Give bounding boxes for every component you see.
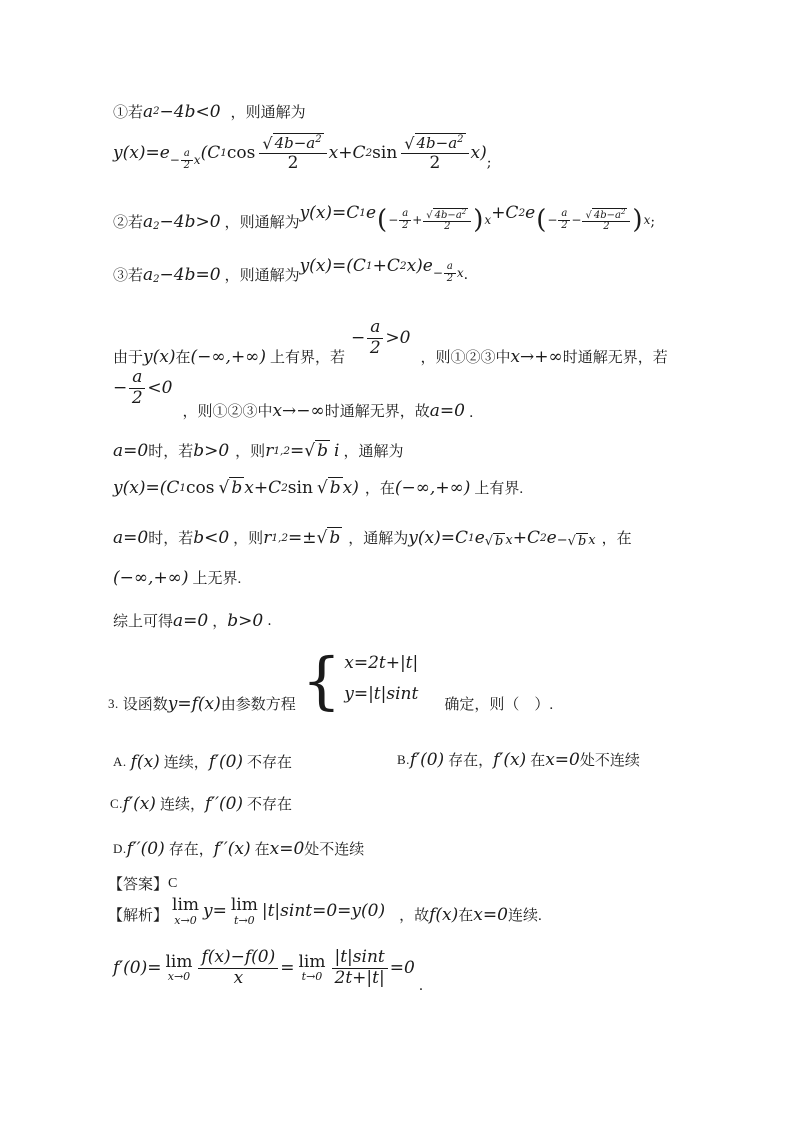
math-text: x→−∞ [272,401,325,422]
punctuation: ; [486,154,492,171]
analysis-line-2 [113,947,424,995]
math-text: x [484,213,492,227]
cn-text: 由参数方程 [220,697,296,713]
superscript: 2 [461,207,467,216]
fraction [401,133,468,174]
math-text: x [588,533,596,548]
superscript: 2 [315,134,322,145]
math-text: −4b>0 [159,212,221,232]
answer-label: 【答案】 [108,877,169,893]
big-paren: ) [473,205,484,235]
math-text: (C [200,143,221,164]
big-paren: ) [632,205,643,235]
fraction [332,948,388,988]
case-rows [344,653,418,704]
cn-text: 处不连续 [304,842,365,858]
conclusion-line [113,610,272,631]
superscript: 2 [153,274,160,285]
limit-operator [231,896,258,927]
math-text: cos [186,477,215,498]
math-text: y(x)=C [408,527,468,548]
solution-line-case3 [113,255,468,285]
math-text: f′(x) [122,793,156,814]
question-3 [108,644,554,718]
math-text: b>0 [227,610,264,631]
math-text: − [547,213,558,227]
math-text: y=f(x) [167,694,221,714]
solution-line-case2 [113,200,656,235]
math-text: a=0 [113,527,149,548]
square-root [426,208,468,222]
math-text: f′(x) [493,749,527,770]
fraction [181,149,193,171]
math-text: −4b=0 [159,265,221,285]
cn-text: 在 [175,350,191,367]
cn-text: 上有界. [474,481,524,497]
math-text: x [193,153,201,168]
numerator [259,133,326,154]
math-text: a=0 [429,401,465,422]
formula-line-bounded [113,477,523,498]
punctuation: . [463,267,469,283]
math-text: a [143,265,154,285]
cn-text: 时，若 [148,444,194,460]
square-root [585,208,627,222]
radicand: b [317,441,329,461]
cn-text: 存在， [448,753,494,769]
cn-text: 时通解无界，若 [562,350,668,367]
radicand [273,133,324,153]
square-root [404,133,465,153]
formula-group [299,255,464,284]
subscript: 1 [359,207,366,219]
cn-text: 在 [530,753,546,769]
radicand: b [231,478,243,498]
square-root [219,477,245,498]
radical-sign: √ [404,134,415,153]
math-text: 4b−a [593,209,621,221]
math-text: r [263,527,272,548]
math-text: =± [288,527,317,548]
cn-text: ②若 [113,215,144,231]
analysis-line-1 [108,896,542,925]
square-root [304,440,330,461]
unbounded-line [113,567,241,588]
math-text: +C [512,527,540,548]
cn-text: 在 [458,907,474,924]
cn-text: 存在， [168,842,214,858]
exponent-subscript [485,533,513,549]
numerator [582,208,630,223]
square-root [485,533,506,549]
cn-text: ， [224,215,240,231]
punctuation: . [267,612,272,629]
radical-sign: √ [484,533,494,549]
radicand: b [329,478,341,498]
cn-text: ①若 [113,105,144,121]
math-text: b<0 [193,527,230,548]
math-text: +C [491,203,519,223]
fraction-group [113,368,172,408]
limit-operator [299,953,326,984]
subscript: 1 [179,481,187,494]
math-text: x→+∞ [510,347,563,368]
math-text: f(x) [429,904,459,925]
math-text: f(x) [130,751,160,772]
cn-text: ， [224,268,240,284]
cn-text: ，则①②③中 [182,404,273,421]
math-text: x) [342,477,359,498]
subscript: 2 [399,260,407,272]
square-root [568,533,589,549]
analysis-label: 【解析】 [108,907,169,924]
math-text: a [143,101,154,122]
superscript: 2 [457,134,464,145]
math-text: +C [372,256,400,276]
math-text: − [571,213,582,227]
subscript: 1,2 [271,531,289,544]
subscript: 1 [220,147,227,160]
math-text: a [143,212,154,232]
radical-sign: √ [304,441,316,461]
limit-under: t→0 [301,970,323,984]
bounded-line-1 [113,318,668,367]
math-text: 4b−a [274,134,316,152]
math-text: i [334,440,340,461]
cn-text: 时通解无界，故 [324,404,430,421]
option-d [113,838,364,859]
radicand [592,208,628,222]
denominator: 2 [444,221,451,232]
math-text: (−∞,+∞) [113,567,189,588]
math-text: 4b−a [416,134,458,152]
option-label: C. [110,795,123,811]
formula-group [168,896,385,927]
fraction [198,948,278,988]
exponent-subscript [433,262,464,284]
numerator: f(x)−f(0) [198,948,278,969]
math-text: x [643,213,651,227]
denominator: 2 [369,337,381,358]
radical-sign: √ [262,134,273,153]
cn-text: ，在 [601,531,632,547]
cn-text: 设函数 [122,697,168,713]
numerator: a [181,149,193,161]
math-text: x [456,266,464,280]
fraction [259,133,326,174]
math-text: f′(0) [208,751,244,772]
math-text: b>0 [193,440,230,461]
denominator: 2 [561,219,568,231]
math-text: cos [226,143,256,164]
radical-sign: √ [316,528,328,548]
fraction [444,262,456,284]
roots-line-1 [113,440,403,461]
math-text: + [412,213,423,227]
numerator: a [367,318,383,339]
exponent-subscript [557,533,596,549]
cn-text: 上有界，若 [269,350,345,367]
exponent-subscript [535,207,650,233]
denominator: 2 [446,272,454,284]
numerator: a [444,262,456,274]
fraction [367,318,383,358]
subscript: 2 [281,481,288,494]
question-number: 3. [108,696,119,711]
numerator: a [399,209,411,221]
limit-under: x→0 [167,970,191,984]
math-text: y(x) [143,347,176,368]
denominator: x [233,967,244,988]
exponent-subscript [170,149,201,171]
math-text: x) [470,143,487,164]
subscript: 2 [539,531,547,544]
math-text: f′′(0) [204,793,244,814]
math-text: − [351,328,366,349]
radicand [415,133,466,153]
fraction [399,209,411,231]
subscript: 1 [365,260,373,272]
cn-text: 在 [254,842,270,858]
subscript: 2 [365,147,373,160]
square-root [262,133,323,153]
fraction-group [351,318,410,358]
math-text: x+C [328,143,366,164]
math-text: y= [203,901,227,922]
math-text: f′(0)= [113,958,162,979]
radicand: b [329,528,341,548]
formula-group [299,200,651,235]
option-label: B. [397,751,410,767]
math-text: a=0 [113,440,149,461]
punctuation: ; [650,214,656,230]
subscript: 1,2 [273,444,291,457]
big-paren: ( [377,205,388,235]
answer-value: C [168,875,178,891]
math-text: a=0 [173,610,209,631]
cn-text: 则通解为 [245,105,306,121]
math-text: e [546,527,557,548]
solution-line-case1 [113,101,306,122]
math-text: |t|sint=0=y(0) [261,901,386,922]
math-text: = [290,440,305,461]
math-text: (−∞,+∞) [394,477,471,498]
fraction [129,368,145,408]
punctuation: . [418,978,424,995]
bounded-line-2 [113,368,473,421]
cn-text: 不存在 [247,755,293,771]
cn-text: 时，若 [148,531,194,547]
math-text: − [556,533,568,548]
radical-sign: √ [567,533,576,549]
math-text: f′′(x) [213,838,251,859]
cn-text: ，故 [399,907,430,924]
parametric-cases [301,644,419,718]
answer-row [108,873,178,894]
cn-text: 连续， [159,797,205,813]
radical-sign: √ [585,209,592,221]
math-text: e [365,203,377,223]
fraction [423,208,471,233]
cn-text: ，则①②③中 [420,350,511,367]
math-text: f′(0) [409,749,445,770]
lim-word: lim [172,895,200,915]
denominator: 2 [131,387,143,408]
math-text: = [280,958,295,979]
numerator: a [558,209,570,221]
math-text: e [525,203,536,223]
cn-text: 处不连续 [579,753,640,769]
math-text: x=0 [269,838,305,859]
cn-text: 连续. [507,907,542,924]
radicand: b [495,533,504,549]
limit-operator [165,953,192,984]
math-text: e [474,527,485,548]
cn-text: 由于 [113,350,144,367]
exponent-subscript [376,207,491,233]
radicand: b [577,533,587,549]
option-label: D. [113,840,127,856]
math-text: f′′(0) [126,838,165,859]
denominator: 2t+|t| [334,967,385,988]
option-label: A. [113,753,127,769]
roots-line-2 [113,527,632,548]
lim-word: lim [298,951,326,972]
cn-text: ，通解为 [343,444,404,460]
cn-text: ， [230,105,246,121]
big-paren: ( [536,205,547,235]
math-text: −4b<0 [159,101,221,122]
math-text: − [169,153,180,168]
numerator [423,208,471,223]
math-text: y(x)=e [113,143,170,164]
superscript: 2 [620,207,626,216]
cn-text: ，则 [235,444,266,460]
math-text: x [505,533,513,548]
case-equation: y=|t|sint [344,684,419,704]
superscript: 2 [153,106,160,117]
radicand [433,208,469,222]
math-text: r [265,440,274,461]
cn-text: 则通解为 [239,215,300,231]
punctuation: . [468,405,474,422]
radical-sign: √ [218,478,230,498]
fraction [582,208,630,233]
math-text: − [388,213,399,227]
subscript: 2 [518,207,526,219]
cn-text: ，通解为 [348,531,409,547]
denominator: 2 [287,153,299,174]
numerator [401,133,468,154]
denominator: 2 [603,221,610,232]
math-text: y(x)=(C [113,477,180,498]
fraction [558,209,570,231]
superscript: 2 [153,221,160,232]
case-brace: { [301,644,342,718]
math-text: x)e [406,256,433,276]
subscript: 1 [468,531,475,544]
numerator: |t|sint [332,948,388,969]
denominator: 2 [429,153,441,174]
lim-word: lim [230,895,258,915]
square-root [317,527,343,548]
math-text: (−∞,+∞) [190,347,266,368]
cn-text: 综上可得 [113,614,174,630]
math-text: >0 [385,328,411,349]
option-c [110,793,292,814]
option-b [397,749,640,770]
cn-text: 连续， [163,755,209,771]
numerator: a [129,368,145,389]
math-text: − [432,266,443,280]
cn-text: 则通解为 [239,268,300,284]
limit-under: x→0 [174,913,197,927]
denominator: 2 [402,219,409,231]
math-text: =0 [389,958,415,979]
math-text: <0 [147,378,173,399]
cn-text: ，则 [233,531,264,547]
math-text: − [113,378,128,399]
math-text: 4b−a [434,209,462,221]
cn-text: ③若 [113,268,144,284]
square-root [317,477,343,498]
cn-text: 上无界. [192,571,242,587]
math-text: y(x)=(C [299,256,366,276]
cn-text: 确定，则（ ）. [444,697,554,713]
math-text: sin [372,143,398,164]
cn-text: 不存在 [247,797,293,813]
formula-line-case1 [113,133,492,174]
case-equation: x=2t+|t| [344,653,419,673]
cn-text: ，在 [364,481,395,497]
option-a [113,751,292,772]
cn-text: ， [212,614,228,630]
denominator: 2 [183,159,190,171]
math-text: x=0 [473,904,508,925]
limit-under: t→0 [234,913,255,927]
math-text: x=0 [545,749,580,770]
math-text: sin [287,477,313,498]
math-text: x+C [244,477,282,498]
radical-sign: √ [426,209,433,221]
math-text: y(x)=C [299,203,360,223]
limit-operator [172,896,199,927]
radical-sign: √ [316,478,328,498]
lim-word: lim [165,951,193,972]
